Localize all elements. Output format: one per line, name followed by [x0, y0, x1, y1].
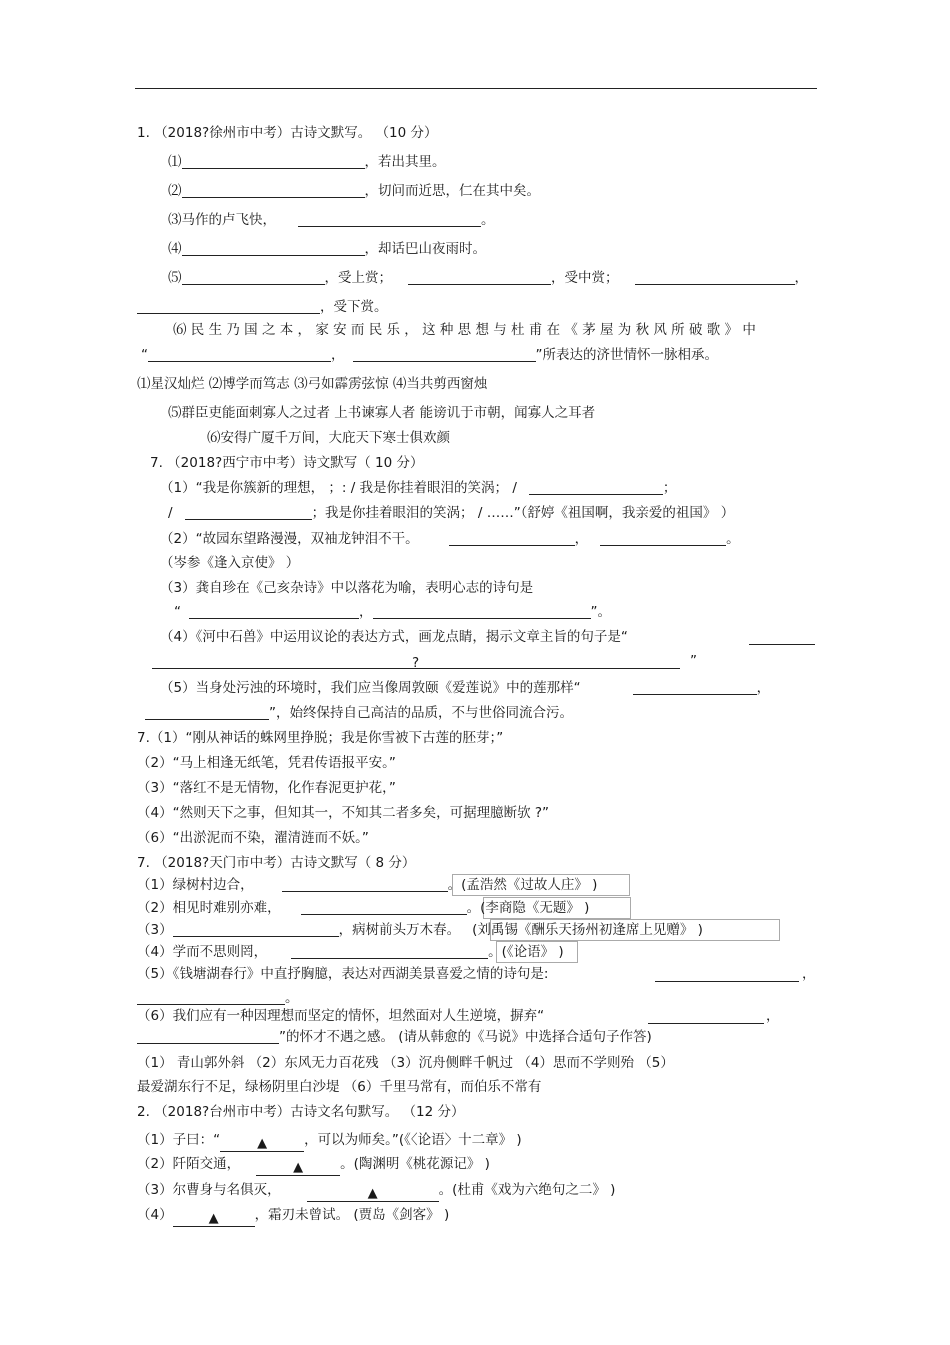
- q1-item-6-cont: “ ， ”所表达的济世情怀一脉相承。: [141, 347, 718, 363]
- q2-line-2: / ；我是你挂着眼泪的笑涡； / ……”（舒婷《祖国啊，我亲爱的祖国》 ）: [168, 505, 735, 521]
- q3-title: 7. （2018?天门市中考）古诗文默写（ 8 分）: [137, 855, 416, 871]
- q2-line-10: ”，始终保持自己高洁的品质，不与世俗同流合污。: [145, 704, 573, 722]
- source-citation: (孟浩然《过故人庄》 ): [461, 877, 598, 893]
- blank[interactable]: [182, 241, 365, 256]
- q3-line-3: （3） ，病树前头万木春。 (刘禹锡《酬乐天扬州初逢席上见赠》 ): [137, 922, 703, 938]
- blank[interactable]: [291, 944, 488, 959]
- triangle-icon: ▲: [293, 1160, 304, 1175]
- a2-line-1: 7.（1）“刚从神话的蛛网里挣脱；我是你雪被下古莲的胚芽；”: [137, 730, 504, 746]
- blank[interactable]: [137, 299, 320, 314]
- q3-answers-2: 最爱湖东行不足，绿杨阴里白沙堤 （6）千里马常有，而伯乐不常有: [137, 1079, 542, 1095]
- q4-line-4: （4） ▲ ，霜刃未曾试。 (贾岛《剑客》 ): [137, 1207, 450, 1226]
- q2-title: 7. （2018?西宁市中考）诗文默写（ 10 分）: [150, 455, 424, 471]
- q2-line-4: （岑参《逢入京使》 ）: [160, 555, 300, 571]
- blank[interactable]: [353, 347, 536, 362]
- blank[interactable]: [449, 531, 575, 546]
- q1-item-6: ⑹ 民 生 乃 国 之 本 ， 家 安 而 民 乐 ， 这 种 思 想 与 杜 甫 在 《 茅 屋 为 秋 风 所 破 歌 》 中: [173, 322, 756, 338]
- a2-line-2: （2）“马上相逢无纸笔，凭君传语报平安。”: [137, 755, 396, 771]
- blank[interactable]: [282, 877, 448, 892]
- blank[interactable]: [529, 480, 663, 495]
- triangle-icon: ▲: [257, 1136, 268, 1151]
- blank[interactable]: [189, 604, 359, 619]
- q1-item-5-cont: ，受下赏。: [137, 298, 388, 316]
- q1-item-5: ⑸ ，受上赏； ，受中赏； ，: [168, 270, 808, 286]
- q3-line-1: （1）绿树村边合， 。(孟浩然《过故人庄》 ): [137, 877, 598, 893]
- blank[interactable]: [307, 1186, 439, 1202]
- blank[interactable]: [185, 505, 312, 520]
- q3-line-5: （5）《钱塘湖春行》中直抒胸臆，表达对西湖美景喜爱之情的诗句是:: [137, 966, 549, 982]
- blank[interactable]: [635, 270, 795, 285]
- blank[interactable]: [655, 967, 799, 982]
- blank[interactable]: [648, 1009, 764, 1024]
- triangle-icon: ▲: [208, 1211, 219, 1226]
- blank[interactable]: [298, 212, 481, 227]
- q3-line-8: ”的怀才不遇之感。 (请从韩愈的《马说》中选择合适句子作答): [137, 1028, 652, 1046]
- q1-item-4: ⑷ ，却话巴山夜雨时。: [168, 241, 486, 257]
- q4-title: 2. （2018?台州市中考）古诗文名句默写。 （12 分）: [137, 1104, 465, 1120]
- q2-line-5: （3）龚自珍在《己亥杂诗》中以落花为喻，表明心志的诗句是: [160, 580, 534, 596]
- source-citation: (李商隐《无题》 ): [480, 900, 590, 916]
- a2-line-4: （4）“然则天下之事，但知其一，不知其二者多矣，可据理臆断欤 ?”: [137, 805, 550, 821]
- blank[interactable]: [182, 154, 365, 169]
- blank[interactable]: [182, 270, 325, 285]
- q4-line-2: （2）阡陌交通， ▲ 。(陶渊明《桃花源记》 ): [137, 1156, 490, 1175]
- blank[interactable]: [256, 1160, 340, 1176]
- triangle-icon: ▲: [367, 1186, 378, 1201]
- q1-item-1: ⑴ ，若出其里。: [168, 154, 446, 170]
- blank[interactable]: [373, 604, 591, 619]
- q2-line-1: （1）“我是你簇新的理想， ；: / 我是你挂着眼泪的笑涡； / ；: [160, 480, 677, 496]
- blank[interactable]: [148, 347, 331, 362]
- blank[interactable]: [749, 630, 815, 645]
- blank[interactable]: [220, 1136, 304, 1152]
- blank[interactable]: [137, 990, 285, 1005]
- q2-line-9: （5）当身处污浊的环境时，我们应当像周敦颐《爱莲说》中的莲那样“ ，: [160, 680, 771, 696]
- q1-answers-1: ⑴星汉灿烂 ⑵博学而笃志 ⑶弓如霹雳弦惊 ⑷当共剪西窗烛: [137, 376, 488, 392]
- q1-title: 1. （2018?徐州市中考）古诗文默写。 （10 分）: [137, 125, 438, 141]
- blank[interactable]: [408, 270, 551, 285]
- blank[interactable]: [600, 531, 726, 546]
- q3-answers-1: （1） 青山郭外斜 （2）东风无力百花残 （3）沉舟侧畔千帆过 （4）思而不学则殆 （5）: [137, 1055, 674, 1071]
- q4-line-3: （3）尔曹身与名俱灭， ▲ 。(杜甫《戏为六绝句之二》 ): [137, 1182, 616, 1201]
- q2-line-3: （2）“故园东望路漫漫，双袖龙钟泪不干。 ， 。: [160, 531, 740, 547]
- q2-line-8-mark: ?: [412, 655, 420, 671]
- q1-answers-3: ⑹安得广厦千万间，大庇天下寒士俱欢颜: [207, 430, 450, 446]
- q3-line-7: （6）我们应有一种因理想而坚定的情怀，坦然面对人生逆境，摒弃“: [137, 1008, 545, 1024]
- blank[interactable]: [301, 900, 467, 915]
- source-citation: (刘禹锡《酬乐天扬州初逢席上见赠》 ): [472, 922, 703, 938]
- blank[interactable]: [633, 680, 757, 695]
- blank[interactable]: [173, 1211, 255, 1227]
- q3-line-7-comma: ，: [766, 1008, 780, 1024]
- q2-line-7: （4）《河中石兽》中运用议论的表达方式，画龙点睛，揭示文章主旨的句子是“: [160, 629, 628, 645]
- a2-line-3: （3）“落红不是无情物，化作春泥更护花，”: [137, 780, 396, 796]
- q3-line-5-comma: ，: [802, 966, 816, 982]
- q1-item-3: ⑶马作的卢飞快， 。: [168, 212, 495, 228]
- source-citation: (《论语》 ): [501, 944, 564, 960]
- q3-line-6: 。: [137, 989, 299, 1007]
- q1-answers-2: ⑸群臣吏能面刺寡人之过者 上书谏寡人者 能谤讥于市朝，闻寡人之耳者: [168, 405, 596, 421]
- q1-item-2: ⑵ ，切问而近思，仁在其中矣。: [168, 183, 540, 199]
- top-rule: [135, 88, 817, 89]
- q2-line-6: “ ， ”。: [174, 604, 611, 620]
- q2-line-8-end: ”: [690, 653, 697, 669]
- blank[interactable]: [173, 922, 339, 937]
- q3-line-2: （2）相见时难别亦难， 。(李商隐《无题》 ): [137, 900, 590, 916]
- q3-line-4: （4）学而不思则罔， 。(《论语》 ): [137, 944, 564, 960]
- a2-line-5: （6）“出淤泥而不染，濯清涟而不妖。”: [137, 830, 369, 846]
- blank[interactable]: [145, 705, 269, 720]
- blank[interactable]: [137, 1029, 279, 1044]
- q4-line-1: （1）子曰：“ ▲ ，可以为师矣。”(《〈论语〉十二章》 ): [137, 1132, 522, 1151]
- blank[interactable]: [182, 183, 365, 198]
